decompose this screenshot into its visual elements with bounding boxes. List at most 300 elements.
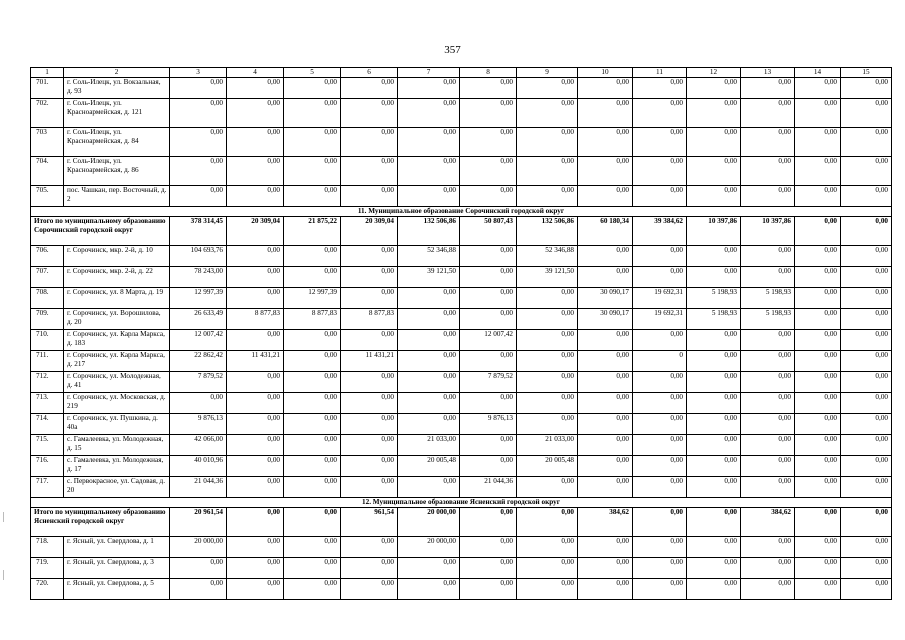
value-cell: 0,00 (227, 267, 284, 288)
total-value-cell: 0,00 (841, 217, 892, 246)
value-cell: 0,00 (170, 78, 227, 99)
value-cell: 0,00 (578, 579, 633, 600)
value-cell: 0,00 (341, 537, 398, 558)
value-cell: 0,00 (633, 246, 687, 267)
value-cell: 0,00 (341, 435, 398, 456)
value-cell: 0,00 (284, 128, 341, 157)
total-value-cell: 384,62 (578, 508, 633, 537)
value-cell: 0,00 (227, 78, 284, 99)
value-cell: 0,00 (398, 157, 460, 186)
value-cell: 0,00 (227, 537, 284, 558)
column-header: 3 (170, 68, 227, 78)
value-cell: 0,00 (227, 393, 284, 414)
value-cell: 0,00 (633, 456, 687, 477)
table-row (31, 477, 892, 498)
value-cell: 0,00 (578, 267, 633, 288)
value-cell: 0,00 (795, 414, 841, 435)
value-cell: 0,00 (841, 579, 892, 600)
row-number: 716. (31, 456, 64, 477)
address-cell: с. Гамалеевка, ул. Молодежная, д. 15 (64, 435, 170, 456)
address-cell: г. Сорочинск, мкр. 2-й, д. 22 (64, 267, 170, 288)
value-cell: 0,00 (517, 157, 578, 186)
value-cell: 0,00 (633, 558, 687, 579)
total-value-cell: 20 000,00 (398, 508, 460, 537)
row-number: 717. (31, 477, 64, 498)
value-cell: 0,00 (170, 128, 227, 157)
value-cell: 0,00 (633, 579, 687, 600)
value-cell: 0,00 (741, 351, 795, 372)
value-cell: 0,00 (517, 414, 578, 435)
value-cell: 40 010,96 (170, 456, 227, 477)
value-cell: 0,00 (841, 157, 892, 186)
value-cell: 52 346,88 (398, 246, 460, 267)
column-header: 7 (398, 68, 460, 78)
value-cell: 0,00 (170, 99, 227, 128)
value-cell: 0,00 (341, 186, 398, 207)
value-cell: 0,00 (341, 456, 398, 477)
value-cell: 20 005,48 (398, 456, 460, 477)
value-cell: 0,00 (795, 351, 841, 372)
value-cell: 0,00 (227, 558, 284, 579)
value-cell: 0,00 (578, 186, 633, 207)
value-cell: 0,00 (741, 477, 795, 498)
value-cell: 0,00 (398, 477, 460, 498)
column-header: 1 (31, 68, 64, 78)
value-cell: 0,00 (460, 267, 517, 288)
value-cell: 0,00 (284, 393, 341, 414)
value-cell: 8 877,83 (284, 309, 341, 330)
value-cell: 0,00 (284, 435, 341, 456)
value-cell: 0,00 (578, 456, 633, 477)
table-row (31, 309, 892, 330)
value-cell: 0,00 (741, 186, 795, 207)
value-cell: 0,00 (578, 78, 633, 99)
table-row (31, 330, 892, 351)
value-cell: 0,00 (741, 537, 795, 558)
value-cell: 0,00 (795, 393, 841, 414)
value-cell: 0,00 (398, 186, 460, 207)
row-number: 710. (31, 330, 64, 351)
value-cell: 21 033,00 (517, 435, 578, 456)
value-cell: 21 044,36 (170, 477, 227, 498)
value-cell: 20 000,00 (170, 537, 227, 558)
value-cell: 5 198,93 (741, 288, 795, 309)
address-cell: г. Соль-Илецк, ул. Красноармейская, д. 84 (64, 128, 170, 157)
value-cell: 0,00 (841, 393, 892, 414)
value-cell: 26 633,49 (170, 309, 227, 330)
value-cell: 0,00 (398, 372, 460, 393)
value-cell: 0,00 (841, 558, 892, 579)
row-number: 715. (31, 435, 64, 456)
value-cell: 0,00 (687, 579, 741, 600)
value-cell: 0,00 (517, 351, 578, 372)
value-cell: 0,00 (578, 435, 633, 456)
total-value-cell: 0,00 (633, 508, 687, 537)
value-cell: 0,00 (795, 579, 841, 600)
total-value-cell: 10 397,86 (687, 217, 741, 246)
value-cell: 0,00 (284, 99, 341, 128)
data-table (30, 67, 892, 600)
total-value-cell: 0,00 (460, 508, 517, 537)
value-cell: 0,00 (687, 393, 741, 414)
value-cell: 0,00 (398, 128, 460, 157)
value-cell: 0,00 (341, 288, 398, 309)
value-cell: 0,00 (578, 157, 633, 186)
value-cell: 0,00 (398, 309, 460, 330)
table-row (31, 288, 892, 309)
value-cell: 0,00 (741, 267, 795, 288)
value-cell: 0,00 (687, 78, 741, 99)
address-cell: г. Сорочинск, ул. Ворошилова, д. 20 (64, 309, 170, 330)
value-cell: 0,00 (795, 456, 841, 477)
value-cell: 0,00 (517, 330, 578, 351)
value-cell: 0,00 (460, 309, 517, 330)
value-cell: 0,00 (578, 351, 633, 372)
value-cell: 0,00 (227, 128, 284, 157)
value-cell: 0,00 (578, 414, 633, 435)
value-cell: 0,00 (633, 128, 687, 157)
total-label: Итого по муниципальному образованию Сорочинский городской округ (31, 217, 170, 246)
value-cell: 0,00 (795, 99, 841, 128)
value-cell: 0,00 (460, 351, 517, 372)
row-number: 701. (31, 78, 64, 99)
value-cell: 0,00 (741, 78, 795, 99)
column-header: 15 (841, 68, 892, 78)
value-cell: 0,00 (687, 246, 741, 267)
total-value-cell: 20 309,04 (227, 217, 284, 246)
value-cell: 0,00 (841, 186, 892, 207)
value-cell: 0,00 (398, 393, 460, 414)
value-cell: 5 198,93 (687, 288, 741, 309)
value-cell: 8 877,83 (227, 309, 284, 330)
column-header: 4 (227, 68, 284, 78)
column-header: 5 (284, 68, 341, 78)
address-cell: с. Первокрасное, ул. Садовая, д. 20 (64, 477, 170, 498)
total-row (31, 508, 892, 537)
value-cell: 0,00 (841, 414, 892, 435)
value-cell: 0,00 (795, 246, 841, 267)
value-cell: 0,00 (284, 351, 341, 372)
value-cell: 0,00 (460, 78, 517, 99)
value-cell: 0,00 (341, 414, 398, 435)
value-cell: 0,00 (227, 99, 284, 128)
value-cell: 0,00 (341, 99, 398, 128)
value-cell: 0,00 (170, 186, 227, 207)
row-number: 720. (31, 579, 64, 600)
address-cell: г. Соль-Илецк, ул. Красноармейская, д. 86 (64, 157, 170, 186)
value-cell: 0,00 (841, 330, 892, 351)
value-cell: 12 007,42 (460, 330, 517, 351)
address-cell: г. Сорочинск, ул. Молодежная, д. 41 (64, 372, 170, 393)
value-cell: 0,00 (578, 99, 633, 128)
total-value-cell: 0,00 (795, 217, 841, 246)
value-cell: 20 005,48 (517, 456, 578, 477)
value-cell: 0,00 (633, 537, 687, 558)
value-cell: 0,00 (633, 414, 687, 435)
value-cell: 0,00 (633, 99, 687, 128)
table-row (31, 393, 892, 414)
value-cell: 0,00 (227, 456, 284, 477)
total-value-cell: 132 506,86 (517, 217, 578, 246)
value-cell: 0,00 (687, 351, 741, 372)
value-cell: 0,00 (341, 579, 398, 600)
value-cell: 0,00 (741, 393, 795, 414)
column-header-row (31, 68, 892, 78)
value-cell: 0,00 (284, 330, 341, 351)
value-cell: 0,00 (284, 186, 341, 207)
column-header: 6 (341, 68, 398, 78)
value-cell: 0,00 (284, 537, 341, 558)
value-cell: 0,00 (517, 558, 578, 579)
value-cell: 0,00 (398, 558, 460, 579)
value-cell: 0,00 (284, 414, 341, 435)
value-cell: 0 (633, 351, 687, 372)
value-cell: 0,00 (687, 414, 741, 435)
value-cell: 5 198,93 (741, 309, 795, 330)
address-cell: пос. Чашкан, пер. Восточный, д. 2 (64, 186, 170, 207)
value-cell: 0,00 (341, 246, 398, 267)
value-cell: 0,00 (578, 558, 633, 579)
value-cell: 0,00 (284, 157, 341, 186)
value-cell: 0,00 (633, 330, 687, 351)
value-cell: 0,00 (687, 267, 741, 288)
row-number: 714. (31, 414, 64, 435)
value-cell: 0,00 (578, 246, 633, 267)
address-cell: г. Соль-Илецк, ул. Вокзальная, д. 93 (64, 78, 170, 99)
total-value-cell: 0,00 (227, 508, 284, 537)
value-cell: 0,00 (795, 330, 841, 351)
value-cell: 12 997,39 (284, 288, 341, 309)
value-cell: 20 000,00 (398, 537, 460, 558)
value-cell: 0,00 (517, 579, 578, 600)
value-cell: 0,00 (341, 128, 398, 157)
value-cell: 78 243,00 (170, 267, 227, 288)
column-header: 10 (578, 68, 633, 78)
value-cell: 0,00 (398, 99, 460, 128)
value-cell: 0,00 (795, 267, 841, 288)
row-number: 719. (31, 558, 64, 579)
margin-mark (3, 512, 7, 522)
table-row (31, 246, 892, 267)
value-cell: 0,00 (398, 330, 460, 351)
value-cell: 0,00 (841, 78, 892, 99)
value-cell: 0,00 (795, 435, 841, 456)
value-cell: 0,00 (517, 537, 578, 558)
value-cell: 0,00 (227, 246, 284, 267)
value-cell: 0,00 (578, 330, 633, 351)
table-row (31, 537, 892, 558)
row-number: 713. (31, 393, 64, 414)
table-row (31, 456, 892, 477)
value-cell: 0,00 (795, 537, 841, 558)
value-cell: 0,00 (341, 477, 398, 498)
value-cell: 0,00 (227, 330, 284, 351)
total-value-cell: 961,54 (341, 508, 398, 537)
value-cell: 19 692,31 (633, 288, 687, 309)
total-value-cell: 0,00 (841, 508, 892, 537)
value-cell: 0,00 (687, 372, 741, 393)
value-cell: 7 879,52 (170, 372, 227, 393)
value-cell: 0,00 (633, 372, 687, 393)
total-value-cell: 60 180,34 (578, 217, 633, 246)
value-cell: 0,00 (227, 157, 284, 186)
value-cell: 0,00 (841, 351, 892, 372)
value-cell: 0,00 (284, 456, 341, 477)
value-cell: 0,00 (578, 537, 633, 558)
value-cell: 0,00 (795, 477, 841, 498)
value-cell: 19 692,31 (633, 309, 687, 330)
value-cell: 0,00 (460, 288, 517, 309)
value-cell: 0,00 (795, 372, 841, 393)
value-cell: 0,00 (227, 435, 284, 456)
total-value-cell: 50 807,43 (460, 217, 517, 246)
value-cell: 0,00 (227, 579, 284, 600)
table-row (31, 128, 892, 157)
table-row (31, 435, 892, 456)
value-cell: 0,00 (741, 372, 795, 393)
value-cell: 0,00 (341, 558, 398, 579)
value-cell: 0,00 (578, 477, 633, 498)
value-cell: 0,00 (284, 477, 341, 498)
address-cell: г. Сорочинск, мкр. 2-й, д. 10 (64, 246, 170, 267)
value-cell: 22 862,42 (170, 351, 227, 372)
total-row (31, 217, 892, 246)
value-cell: 0,00 (841, 456, 892, 477)
value-cell: 0,00 (795, 558, 841, 579)
table-body (31, 68, 892, 600)
value-cell: 0,00 (341, 372, 398, 393)
value-cell: 0,00 (687, 537, 741, 558)
row-number: 702. (31, 99, 64, 128)
value-cell: 0,00 (795, 309, 841, 330)
value-cell: 0,00 (227, 372, 284, 393)
table-row (31, 351, 892, 372)
value-cell: 9 876,13 (170, 414, 227, 435)
value-cell: 0,00 (795, 157, 841, 186)
value-cell: 0,00 (741, 157, 795, 186)
value-cell: 0,00 (460, 246, 517, 267)
row-number: 708. (31, 288, 64, 309)
value-cell: 0,00 (741, 99, 795, 128)
row-number: 705. (31, 186, 64, 207)
value-cell: 0,00 (578, 393, 633, 414)
table-row (31, 558, 892, 579)
value-cell: 0,00 (341, 267, 398, 288)
value-cell: 0,00 (227, 186, 284, 207)
value-cell: 0,00 (284, 246, 341, 267)
value-cell: 11 431,21 (341, 351, 398, 372)
value-cell: 0,00 (284, 558, 341, 579)
value-cell: 0,00 (841, 372, 892, 393)
total-value-cell: 21 875,22 (284, 217, 341, 246)
address-cell: г. Сорочинск, ул. Карла Маркса, д. 183 (64, 330, 170, 351)
address-cell: г. Сорочинск, ул. Пушкина, д. 40а (64, 414, 170, 435)
value-cell: 0,00 (170, 157, 227, 186)
table-row (31, 78, 892, 99)
value-cell: 0,00 (517, 128, 578, 157)
value-cell: 21 044,36 (460, 477, 517, 498)
value-cell: 0,00 (841, 309, 892, 330)
table-row (31, 99, 892, 128)
value-cell: 0,00 (633, 393, 687, 414)
section-heading-row (31, 207, 892, 217)
total-value-cell: 39 384,62 (633, 217, 687, 246)
page-number: 357 (444, 44, 461, 56)
value-cell: 0,00 (460, 558, 517, 579)
row-number: 703 (31, 128, 64, 157)
value-cell: 0,00 (460, 456, 517, 477)
total-value-cell: 20 309,04 (341, 217, 398, 246)
row-number: 711. (31, 351, 64, 372)
value-cell: 0,00 (687, 477, 741, 498)
value-cell: 0,00 (578, 128, 633, 157)
value-cell: 0,00 (284, 579, 341, 600)
total-label: Итого по муниципальному образованию Ясненский городской округ (31, 508, 170, 537)
row-number: 718. (31, 537, 64, 558)
value-cell: 0,00 (633, 78, 687, 99)
value-cell: 0,00 (398, 78, 460, 99)
value-cell: 39 121,50 (398, 267, 460, 288)
table-row (31, 579, 892, 600)
total-value-cell: 10 397,86 (741, 217, 795, 246)
address-cell: г. Сорочинск, ул. Московская, д. 219 (64, 393, 170, 414)
value-cell: 0,00 (741, 414, 795, 435)
value-cell: 5 198,93 (687, 309, 741, 330)
address-cell: г. Соль-Илецк, ул. Красноармейская, д. 121 (64, 99, 170, 128)
value-cell: 0,00 (170, 558, 227, 579)
value-cell: 0,00 (841, 267, 892, 288)
total-value-cell: 378 314,45 (170, 217, 227, 246)
column-header: 11 (633, 68, 687, 78)
column-header: 14 (795, 68, 841, 78)
value-cell: 0,00 (687, 99, 741, 128)
value-cell: 0,00 (687, 558, 741, 579)
value-cell: 0,00 (741, 558, 795, 579)
value-cell: 0,00 (227, 477, 284, 498)
value-cell: 0,00 (227, 288, 284, 309)
column-header: 2 (64, 68, 170, 78)
value-cell: 7 879,52 (460, 372, 517, 393)
value-cell: 0,00 (741, 128, 795, 157)
margin-mark (3, 570, 7, 580)
value-cell: 0,00 (687, 435, 741, 456)
value-cell: 0,00 (460, 435, 517, 456)
value-cell: 0,00 (687, 330, 741, 351)
table-row (31, 372, 892, 393)
value-cell: 0,00 (741, 579, 795, 600)
value-cell: 0,00 (398, 579, 460, 600)
value-cell: 39 121,50 (517, 267, 578, 288)
value-cell: 0,00 (284, 78, 341, 99)
section-heading: 12. Муниципальное образование Ясненский городской округ (31, 498, 892, 508)
value-cell: 0,00 (633, 267, 687, 288)
value-cell: 0,00 (741, 246, 795, 267)
value-cell: 0,00 (741, 330, 795, 351)
table-row (31, 157, 892, 186)
value-cell: 0,00 (741, 435, 795, 456)
table-row (31, 414, 892, 435)
total-value-cell: 132 506,86 (398, 217, 460, 246)
value-cell: 0,00 (841, 435, 892, 456)
total-value-cell: 20 961,54 (170, 508, 227, 537)
value-cell: 0,00 (517, 393, 578, 414)
value-cell: 0,00 (517, 477, 578, 498)
row-number: 707. (31, 267, 64, 288)
value-cell: 0,00 (795, 78, 841, 99)
address-cell: г. Ясный, ул. Свердлова, д. 1 (64, 537, 170, 558)
total-value-cell: 0,00 (687, 508, 741, 537)
value-cell: 0,00 (578, 372, 633, 393)
